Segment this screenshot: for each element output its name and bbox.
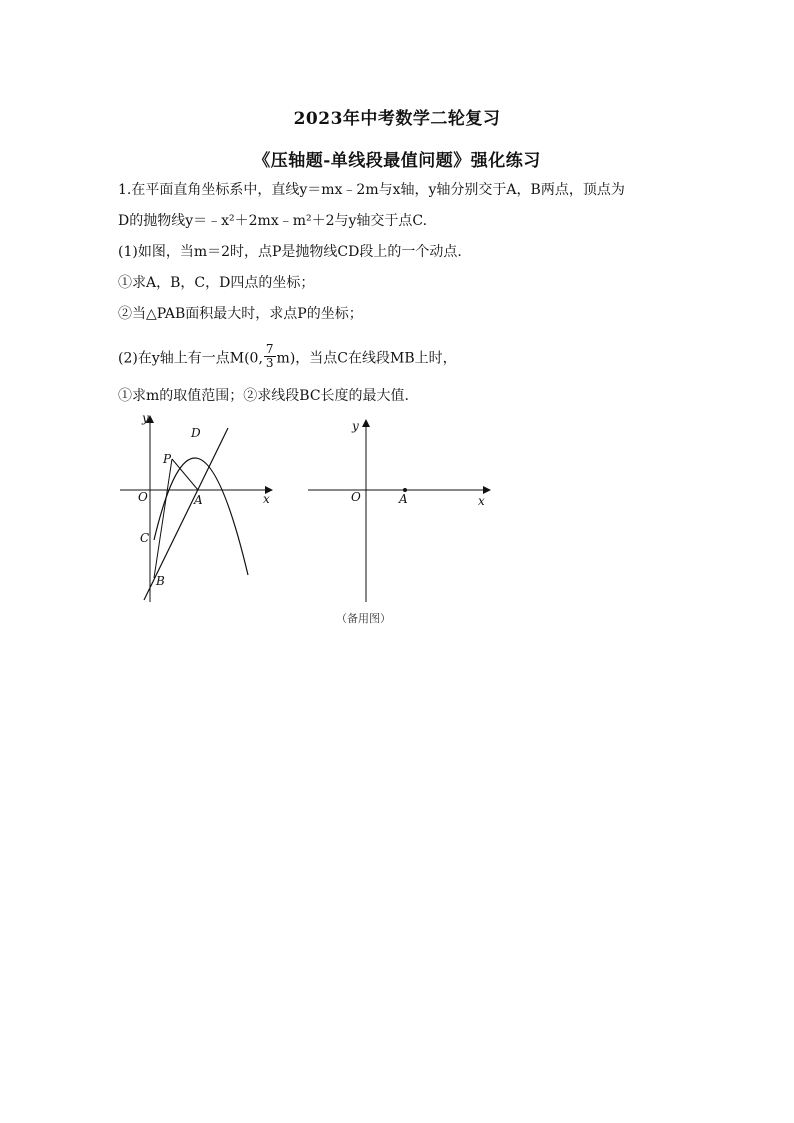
y-label: y [352, 419, 359, 433]
fraction-denominator: 3 [265, 356, 274, 370]
point-b-label: B [156, 574, 165, 588]
x-label: x [478, 494, 485, 508]
point-a-label: A [194, 493, 203, 507]
problem-line-6 [118, 342, 457, 372]
figure-1 [110, 410, 280, 610]
point-c-label: C [140, 531, 150, 545]
point-a-label: A [399, 492, 408, 506]
problem-line-6-end: m)，当点C在线段MB上时， [276, 350, 457, 367]
document-title: 2023年中考数学二轮复习 [293, 109, 501, 129]
parabola [154, 458, 248, 575]
problem-line-3: (1)如图，当m＝2时，点P是抛物线CD段上的一个动点. [118, 244, 462, 260]
problem-line-5: ②当△PAB面积最大时，求点P的坐标； [118, 306, 363, 322]
x-label: x [263, 492, 270, 506]
figure-2 [300, 410, 500, 630]
origin-label: O [138, 490, 148, 504]
figure-caption: （备用图） [336, 612, 391, 625]
problem-line-4: ①求A，B，C，D四点的坐标； [118, 275, 315, 291]
fraction-numerator: 7 [265, 342, 274, 356]
document-subtitle: 《压轴题-单线段最值问题》强化练习 [253, 151, 541, 171]
problem-line-1: 1.在平面直角坐标系中，直线y＝mx﹣2m与x轴，y轴分别交于A，B两点，顶点为 [118, 182, 625, 198]
problem-line-6-start: (2)在y轴上有一点M(0, [118, 350, 263, 367]
point-p-label: P [163, 452, 172, 466]
problem-line-2: D的抛物线y＝﹣x²＋2mx﹣m²＋2与y轴交于点C. [118, 213, 428, 229]
origin-label: O [351, 490, 361, 504]
problem-line-7: ①求m的取值范围；②求线段BC长度的最大值. [118, 388, 409, 404]
y-label: y [142, 411, 149, 425]
fraction [264, 343, 276, 370]
point-d-label: D [191, 426, 201, 440]
